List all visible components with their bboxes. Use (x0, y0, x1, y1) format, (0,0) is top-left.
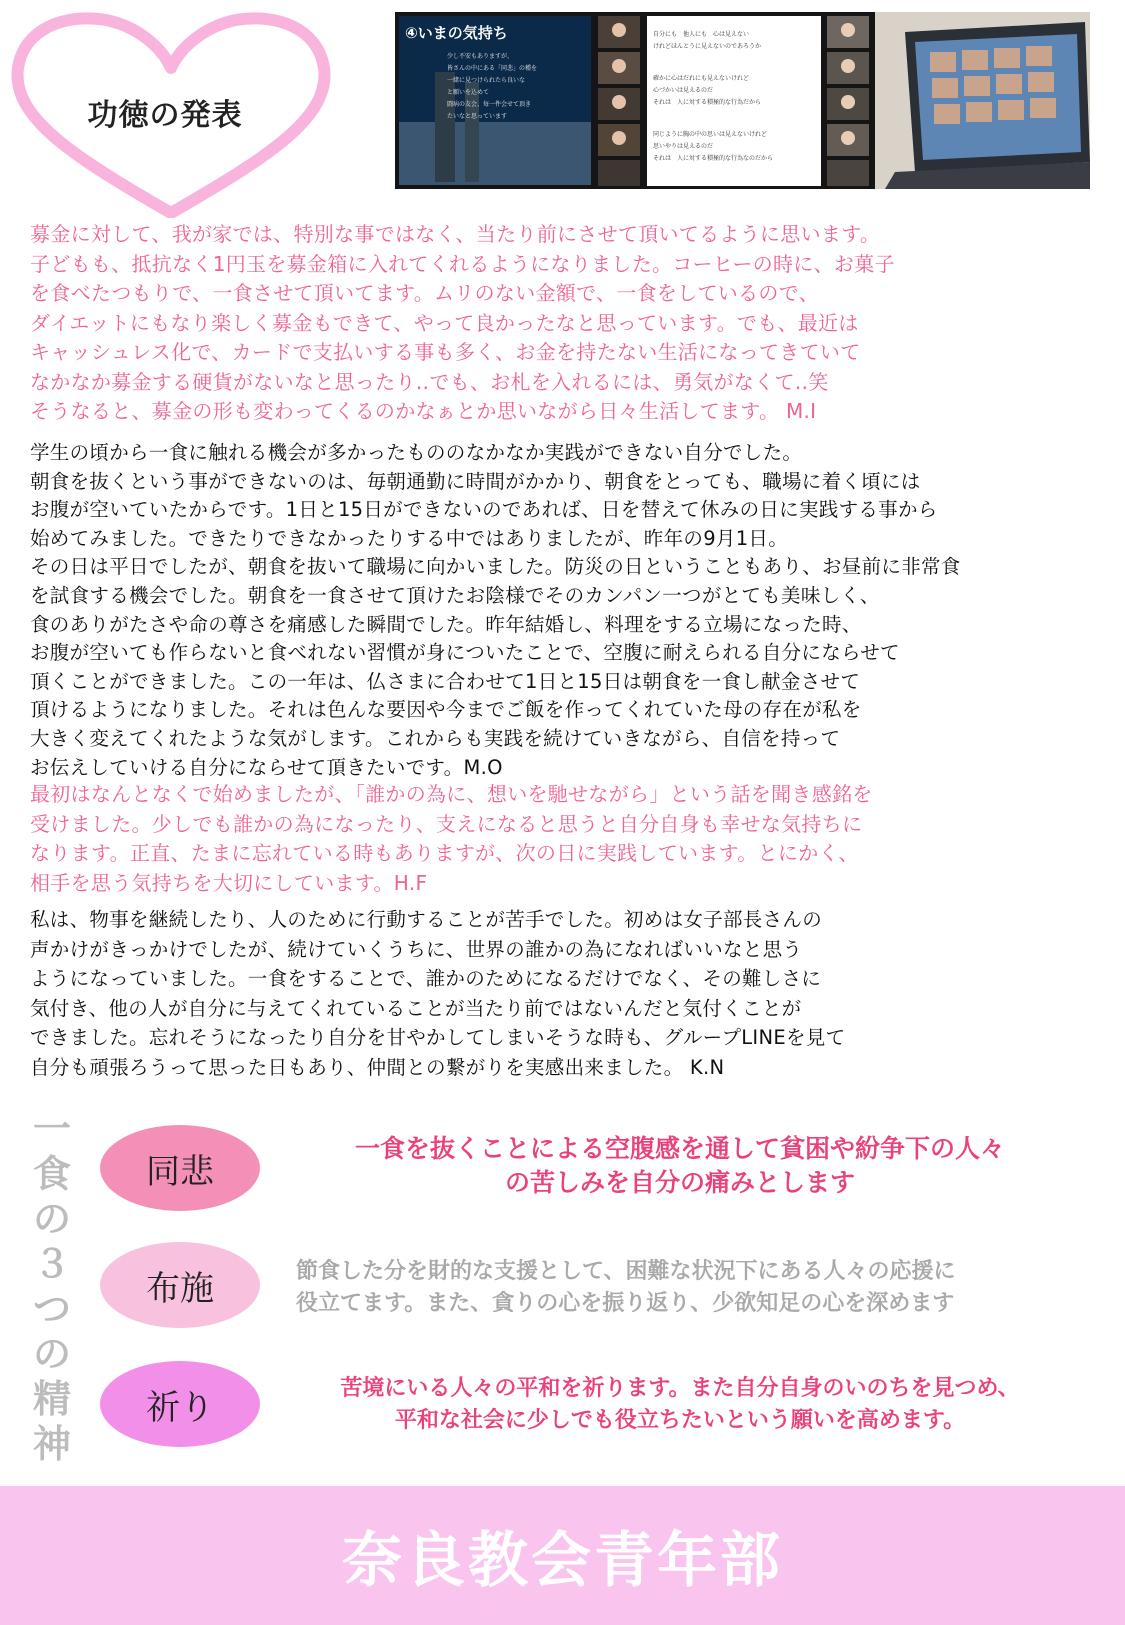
poem-line: 思いやりは見えるのだ (653, 143, 714, 150)
slide-line: 一緒に見つけられたら良いな (447, 77, 526, 84)
text-line: を試食する機会でした。朝食を一食させて頂けたお陰様でそのカンパン一つがとても美味しく、 (30, 583, 880, 607)
text-line: 子どもも、抵抗なく1円玉を募金箱に入れてくれるようになりました。コーヒーの時に、お菓子 (30, 251, 895, 276)
poem-line: 同じように胸の中の思いは見えないけれど (653, 131, 768, 138)
text-line: 声かけがきっかけでしたが、続けていくうちに、世界の誰かの為になればいいなと思う (30, 937, 803, 961)
text-line: 頂くことができました。この一年は、仏さまに合わせて1日と15日は朝食を一食し献金させて (30, 669, 861, 693)
slide-line: 皆さんの中にある「同悲」の種を (447, 65, 538, 72)
spirit-label-inori: 祈り (100, 1361, 260, 1447)
text-line: ようになっていました。一食をすることで、誰かのためになるだけでなく、その難しさに (30, 967, 822, 990)
organization-name: 奈良教会青年部 (342, 1525, 783, 1596)
slide-line: たいなと思っています (447, 113, 508, 120)
spirit-desc-inori (270, 1373, 1090, 1437)
text-line: 気付き、他の人が自分に与えてくれていることが当たり前ではないんだと気付くことが (30, 996, 802, 1020)
text-line: 私は、物事を継続したり、人のために行動することが苦手でした。初めは女子部長さんの (30, 908, 823, 931)
text-line: できました。忘れそうになったり自分を甘やかしてしまいそうな時も、グループLINEを見て (30, 1026, 846, 1049)
text-line: 最初はなんとなくで始めましたが、「誰かの為に、想いを馳せながら」という話を聞き感銘を (30, 782, 873, 806)
text-line: 始めてみました。できたりできなかったりする中ではありましたが、昨年の9月1日。 (30, 526, 789, 550)
title-char: 一 (32, 1107, 71, 1151)
text-line: 学生の頃から一食に触れる機会が多かったもののなかなか実践ができない自分でした。 (30, 441, 803, 464)
title-char: 精 (32, 1377, 71, 1421)
text-line: 食のありがたさや命の尊さを痛感した瞬間でした。昨年結婚し、料理をする立場になった時、 (30, 612, 862, 636)
poem-line: 心づかいは見えるのだ (653, 87, 714, 94)
text-line: 相手を思う気持ちを大切にしています。H.F (30, 870, 428, 895)
text-line: なります。正直、たまに忘れている時もありますが、次の日に実践しています。とにかく、 (30, 841, 859, 865)
text-line: ダイエットにもなり楽しく募金もできて、やって良かったなと思っています。でも、最近は (30, 310, 859, 335)
title-char: 食 (32, 1152, 71, 1196)
spirit-desc-fuse (296, 1256, 1116, 1320)
text-line: なかなか募金する硬貨がないなと思ったり‥でも、お札を入れるには、勇気がなくて‥笑 (30, 369, 829, 394)
text-line: 苦境にいる人々の平和を祈ります。また自分自身のいのちを見つめ、 (340, 1376, 1020, 1401)
poem-line: けれどほんとうに見えないのであろうか (653, 43, 762, 50)
three-spirits-vertical-title (30, 1107, 74, 1467)
text-line: 一食を抜くことによる空腹感を通して貧困や紛争下の人々 (354, 1134, 1005, 1163)
spirit-label-dohi: 同悲 (100, 1125, 260, 1211)
spirit-label-fuse: 布施 (100, 1242, 260, 1328)
title-char: の (32, 1197, 71, 1241)
text-line: 自分も頑張ろうって思った日もあり、仲間との繋がりを実感出来ました。 K.N (30, 1055, 725, 1079)
text-line: お腹が空いていたからです。1日と15日ができないのであれば、日を替えて休みの日に実践する事から (30, 498, 938, 522)
poem-line: 自分にも 他人にも 心は見えない (653, 31, 750, 38)
testimony-kn (30, 905, 845, 1082)
title-char: ３ (32, 1242, 71, 1286)
text-line: 役立てます。また、貪りの心を振り返り、少欲知足の心を深めます (296, 1291, 955, 1316)
poem-line: それは 人に対する積極的な行為だから (653, 99, 762, 106)
page-title: 功徳の発表 (87, 98, 243, 133)
text-line: 朝食を抜くという事ができないのは、毎朝通勤に時間がかかり、朝食をとっても、職場に着く頃には (30, 469, 921, 493)
text-line: 大きく変えてくれたような気がします。これからも実践を続けていきながら、自信を持って (30, 726, 841, 750)
text-line: そうなると、募金の形も変わってくるのかなぁとか思いながら日々生活してます。 M.I (30, 399, 817, 423)
text-line: キャッシュレス化で、カードで支払いする事も多く、お金を持たない生活になってきていて (30, 340, 861, 364)
text-line: その日は平日でしたが、朝食を抜いて職場に向かいました。防災の日ということもあり、お昼前に非常食 (30, 555, 961, 579)
text-line: 平和な社会に少しでも役立ちたいという願いを高めます。 (394, 1408, 966, 1433)
text-line: お伝えしていける自分にならせて頂きたいです。M.O (30, 755, 503, 779)
slide-line: 少し不安もありますが、 (447, 53, 514, 60)
online-meeting-photo (395, 12, 1090, 189)
footer-banner (0, 1486, 1125, 1625)
testimony-hf (30, 780, 873, 898)
slide-title: ④いまの気持ち (405, 24, 508, 42)
text-line: を食べたつもりで、一食させて頂いてます。ムリのない金額で、一食をしているので、 (30, 281, 819, 305)
text-line: 受けました。少しでも誰かの為になったり、支えになると思うと自分自身も幸せな気持ちに (30, 811, 863, 836)
poem-line: 確かに心はだれにも見えないけれど (653, 75, 750, 82)
testimony-mo (30, 439, 961, 782)
slide-line: と願いを込めて (447, 89, 490, 96)
poem-line: それは 人に対する積極的な行為なのだから (653, 155, 774, 162)
title-char: つ (32, 1287, 71, 1331)
text-line: お腹が空いても作らないと食べれない習慣が身についたことで、空腹に耐えられる自分にならせて (30, 641, 900, 665)
text-line: 頂けるようになりました。それは色んな要因や今までご飯を作ってくれていた母の存在が私を (30, 698, 862, 722)
slide-line: 闘病の友会、毎一件会せて頂き (447, 101, 532, 108)
text-line: の苦しみを自分の痛みとします (504, 1168, 855, 1197)
title-char: 神 (32, 1422, 71, 1466)
text-line: 節食した分を財的な支援として、困難な状況下にある人々の応援に (296, 1259, 956, 1284)
spirit-desc-dohi (270, 1132, 1090, 1200)
testimony-mi (30, 220, 895, 427)
text-line: 募金に対して、我が家では、特別な事ではなく、当たり前にさせて頂いてるように思います。 (30, 222, 881, 246)
title-char: の (32, 1332, 71, 1376)
